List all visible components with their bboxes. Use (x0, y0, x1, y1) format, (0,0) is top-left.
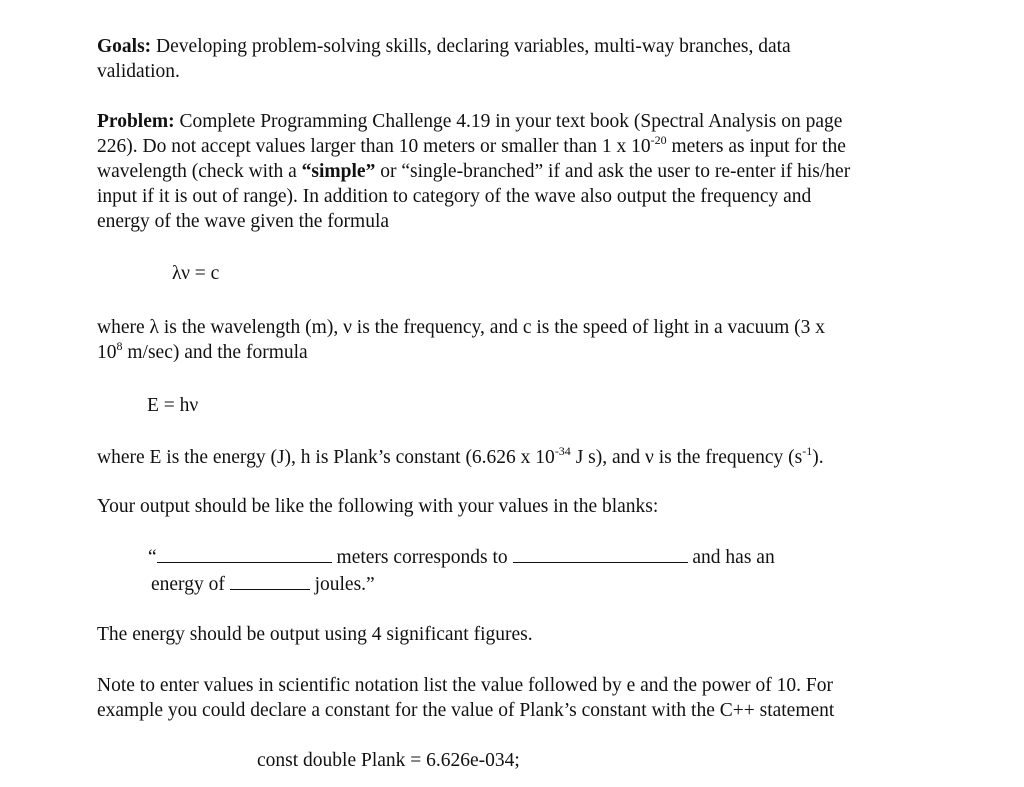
exponent: 8 (116, 338, 123, 353)
problem-line-5: energy of the wave given the formula (97, 211, 390, 232)
problem-line-4: input if it is out of range). In addition to category of the wave also output the frequency and (97, 186, 812, 207)
problem-text-1: Complete Programming Challenge 4.19 in your text book (Spectral Analysis on page (179, 111, 843, 132)
blank-category (513, 544, 688, 563)
where-energy-line: where E is the energy (J), h is Plank’s constant (6.626 x $10^{-34}$ J s), and ν is the frequency $(s^{-1})$. (97, 443, 824, 468)
output-instruction: Your output should be like the following with your values in the blanks: (97, 496, 659, 517)
where-lambda-line-2: $10^8$ m/sec) and the formula (97, 338, 308, 363)
exponent: -34 (554, 443, 571, 458)
formula-energy: E = hν (147, 395, 199, 416)
problem-label: Problem: (97, 111, 175, 132)
simple-emphasis: “simple” (301, 161, 376, 182)
goals-line-2: validation. (97, 61, 180, 82)
formula-wavelength: λν = c (172, 263, 220, 284)
template-line-1: “ meters corresponds to and has an (148, 544, 775, 570)
goals-label: Goals: (97, 36, 152, 57)
where-lambda-line-1: where λ is the wavelength (m), ν is the frequency, and c is the speed of light in a vacuum (3 x (97, 317, 825, 338)
problem-line-2: 226). Do not accept values larger than 10 meters or smaller than 1 x $10^{-20}$ meters as input for the (97, 132, 846, 157)
exponent: -20 (650, 132, 667, 147)
code-statement: const double Plank = 6.626e-034; (257, 750, 520, 771)
note-line-1: Note to enter values in scientific notation list the value followed by e and the power of 10. For (97, 675, 833, 696)
template-line-2: energy of joules.” (151, 571, 375, 597)
open-quote: “ (148, 547, 157, 568)
problem-line-3: wavelength (check with a “simple” or “single-branched” if and ask the user to re-enter if his/her (97, 161, 851, 182)
exponent: -1 (802, 443, 813, 458)
note-line-2: example you could declare a constant for the value of Plank’s constant with the C++ statement (97, 700, 835, 721)
blank-energy (230, 571, 310, 590)
goals-text-1: Developing problem-solving skills, declaring variables, multi-way branches, data (156, 36, 791, 57)
problem-line-1 (97, 109, 842, 134)
goals-line-1 (97, 34, 791, 59)
blank-wavelength (157, 544, 332, 563)
sig-figs-note: The energy should be output using 4 significant figures. (97, 624, 533, 645)
